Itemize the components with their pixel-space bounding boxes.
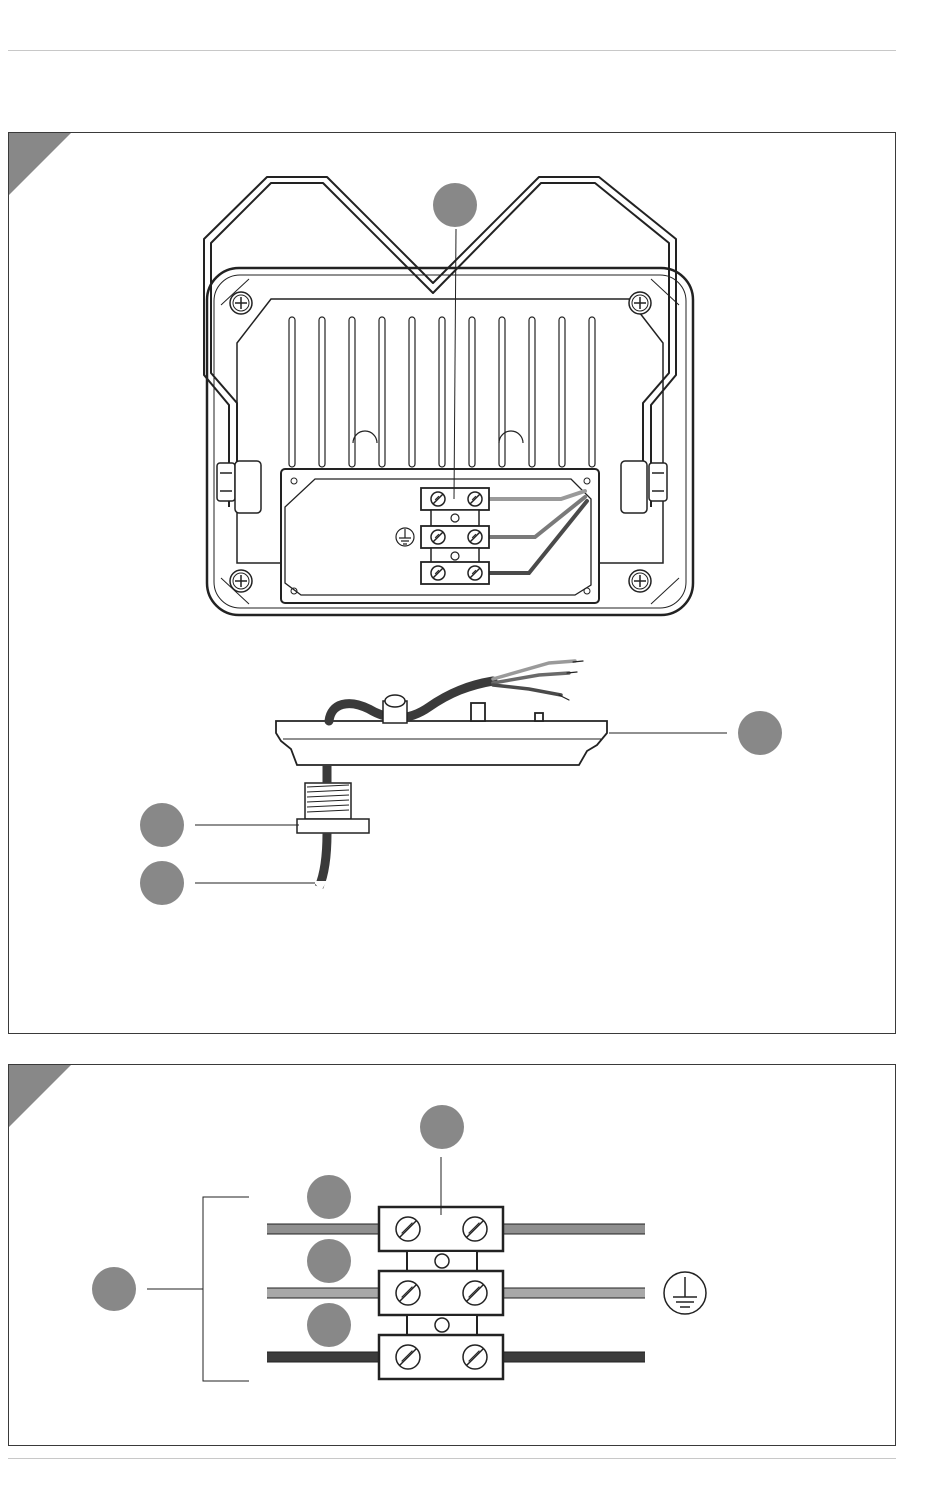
hinge-knob-left: [217, 461, 261, 513]
side-cable: [329, 661, 583, 723]
terminal-screw-icon: [431, 530, 445, 544]
top-rule: [8, 50, 896, 51]
callout-badge-wire-3: [307, 1303, 351, 1347]
fin: [499, 317, 505, 467]
fin: [409, 317, 415, 467]
fin: [559, 317, 565, 467]
screw-icon: [629, 570, 651, 592]
terminal-screw-icon: [468, 492, 482, 506]
heatsink-fins: [289, 317, 595, 467]
callout-badge-wire-1: [307, 1175, 351, 1219]
figure-panel-1: [8, 132, 896, 1034]
fin: [469, 317, 475, 467]
terminal-screw-icon: [463, 1217, 487, 1241]
callout-badge-wire-2: [307, 1239, 351, 1283]
fin: [589, 317, 595, 467]
cable-gland: [297, 783, 369, 833]
callout-badge-terminal: [433, 183, 477, 227]
terminal-screw-icon: [468, 566, 482, 580]
mounting-bracket: [204, 177, 676, 507]
terminal-block-2: [379, 1207, 503, 1379]
ground-icon: [664, 1272, 706, 1314]
floodlight-diagram: [9, 133, 897, 1035]
fin: [529, 317, 535, 467]
terminal-screw-icon: [396, 1281, 420, 1305]
screw-icon: [230, 292, 252, 314]
fin: [379, 317, 385, 467]
terminal-block-1: [421, 488, 489, 584]
callout-badge-gland: [140, 803, 184, 847]
callout-badge-terminal: [420, 1105, 464, 1149]
terminal-screw-icon: [463, 1345, 487, 1369]
terminal-screw-icon: [396, 1217, 420, 1241]
terminal-screw-icon: [468, 530, 482, 544]
screw-icon: [230, 570, 252, 592]
fin-notch: [353, 431, 377, 443]
fin: [289, 317, 295, 467]
fin-notch: [499, 431, 523, 443]
screw-icon: [629, 292, 651, 314]
bottom-rule: [8, 1458, 896, 1459]
terminal-screw-icon: [431, 492, 445, 506]
terminal-screw-icon: [431, 566, 445, 580]
fin: [319, 317, 325, 467]
fin: [439, 317, 445, 467]
terminal-wiring-diagram: [9, 1065, 897, 1447]
callout-badge-wires: [92, 1267, 136, 1311]
terminal-screw-icon: [463, 1281, 487, 1305]
fin: [349, 317, 355, 467]
hinge-knob-right: [621, 461, 667, 513]
figure-panel-2: [8, 1064, 896, 1446]
cover-side-view: [276, 703, 607, 765]
terminal-screw-icon: [396, 1345, 420, 1369]
callout-badge-cable: [140, 861, 184, 905]
callout-badge-cover: [738, 711, 782, 755]
